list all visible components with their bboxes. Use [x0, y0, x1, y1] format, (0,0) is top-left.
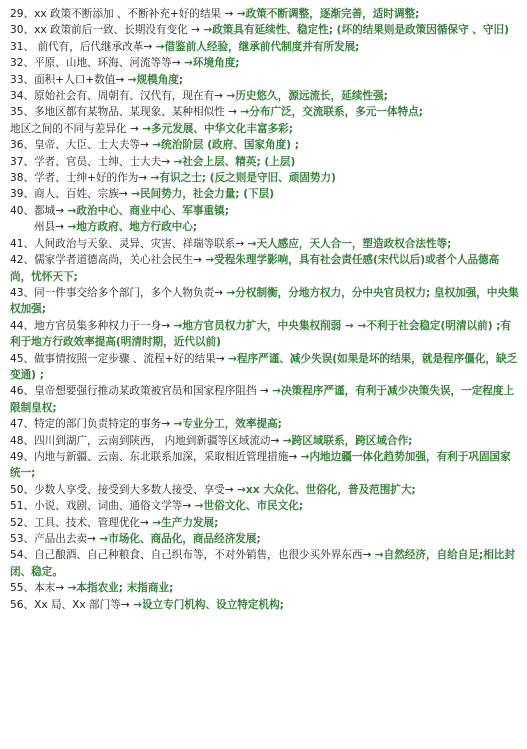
note-line: [10, 72, 519, 88]
note-line: [10, 482, 519, 498]
note-premise: 30、xx 政策前后一致、长期没有变化 →: [10, 24, 204, 37]
note-conclusion: →分布广泛，交流联系，多元一体特点;: [240, 106, 423, 119]
note-line: [10, 186, 519, 202]
note-line: [10, 137, 519, 153]
note-premise: 46、皇帝想要强行推动某政策被官员和国家程序阻挡 →: [10, 385, 273, 398]
note-conclusion: →专业分工，效率提高;: [173, 418, 282, 431]
note-conclusion: →程序严谨、减少失误(如果是坏的结果，就是程序僵化，缺乏变通) ;: [10, 352, 518, 381]
note-conclusion: →地方官员权力扩大，中央集权削弱 → →不利于社会稳定(明清以前) ;有利于地方行政效率提高(明清时期，近代以前): [10, 319, 512, 349]
note-conclusion: →设立专门机构、设立特定机构;: [133, 598, 284, 611]
note-conclusion: →政治中心、商业中心、军事重镇;: [67, 204, 229, 217]
note-premise: 44、地方官员集多种权力于一身→: [10, 319, 174, 332]
note-line: [10, 154, 519, 170]
note-line: [10, 285, 519, 318]
note-line: [10, 39, 519, 55]
note-line: [10, 203, 519, 219]
note-conclusion: →自然经济，自给自足;相比封闭、稳定。: [10, 549, 515, 578]
note-premise: 47、特定的部门负责特定的事务→: [10, 418, 174, 431]
note-premise: 州县→: [34, 221, 68, 234]
note-line: [10, 170, 519, 186]
note-conclusion: →民间势力，社会力量; (下层): [131, 188, 275, 201]
note-line: [10, 515, 519, 531]
note-conclusion: →受程朱理学影响，具有社会责任感(宋代以后)或者个人品德高尚，忧怀天下;: [10, 254, 500, 283]
note-conclusion: →政策不断调整，逐渐完善，适时调整;: [236, 8, 420, 20]
note-conclusion: →统治阶层 (政府、国家角度) ;: [152, 139, 299, 152]
note-conclusion: →规模角度;: [127, 73, 184, 86]
note-line: [10, 531, 519, 547]
note-conclusion: →政策具有延续性、稳定性; (坏的结果则是政策因循保守 、守旧): [203, 24, 509, 37]
note-premise: 31、 前代有，后代继承改革→: [10, 40, 156, 53]
note-conclusion: →市场化、商品化，商品经济发展;: [99, 533, 261, 545]
note-line: [10, 104, 519, 120]
note-conclusion: →地方政府、地方行政中心;: [67, 221, 198, 234]
note-premise: 53、产品出去卖→: [10, 533, 100, 545]
note-premise: 32、平原、山地、环海、河流等等→: [10, 57, 185, 70]
note-premise: 42、儒家学者道德高尚，关心社会民生→: [10, 254, 206, 267]
note-line: [10, 449, 519, 482]
note-premise: 36、皇帝、大臣、士大夫等→: [10, 139, 153, 152]
note-line: [10, 88, 519, 104]
note-conclusion: →决策程序严谨，有利于减少决策失误，一定程度上限制皇权;: [10, 385, 515, 414]
note-line: [10, 383, 519, 416]
note-conclusion: →借鉴前人经验，继承前代制度并有所发展;: [155, 40, 360, 53]
note-conclusion: →有识之士; (反之则是守旧、顽固势力): [150, 172, 336, 185]
note-premise: 50、少数人享受、接受到大多数人接受、享受→: [10, 483, 238, 496]
note-conclusion: →多元发展、中华文化丰富多彩;: [142, 122, 293, 135]
note-premise: 55、本末→: [10, 582, 68, 595]
note-premise: 49、内地与新疆、云南、东北联系加深，采取相近管理措施→: [10, 450, 301, 463]
note-line: [10, 498, 519, 514]
note-premise: 54、自己酿酒、自己种粮食、自己织布等，不对外销售，也很少买外界东西→: [10, 549, 375, 562]
note-premise: 35、多地区都有某物品、某现象、某种相似性 →: [10, 106, 241, 119]
note-line: [10, 547, 519, 580]
note-premise: 52、工具、技术、管理优化→: [10, 516, 153, 529]
note-premise: 39、商人、百姓、宗族→: [10, 188, 132, 201]
note-conclusion: →环境角度;: [184, 57, 240, 70]
note-premise: 43、同一件事交给多个部门，多个人物负责→: [10, 286, 227, 299]
note-conclusion: →本指农业; 末指商业;: [67, 582, 174, 595]
note-conclusion: →世俗文化、市民文化;: [194, 500, 304, 513]
note-conclusion: →历史悠久，源远流长，延续性强;: [226, 90, 388, 103]
note-premise: 33、面积+人口+数值→: [10, 73, 128, 86]
note-line: [10, 351, 519, 384]
note-conclusion: →社会上层、精英; (上层): [173, 155, 296, 168]
note-premise: 38、学者、士绅+好的作为→: [10, 172, 151, 185]
note-premise: 地区之间的不同与差异化 →: [10, 122, 143, 135]
note-line: [10, 236, 519, 252]
note-premise: 48、四川到湖广，云南到陕西， 内地到新疆等区域流动→: [10, 434, 283, 447]
note-line: [10, 55, 519, 71]
note-line: [10, 6, 519, 22]
note-line: [10, 416, 519, 432]
note-line: [10, 219, 519, 235]
note-premise: 34、原始社会有、周朝有、汉代有，现在有→: [10, 90, 227, 103]
note-line: [10, 22, 519, 38]
note-line: [10, 597, 519, 613]
note-line: [10, 580, 519, 596]
note-conclusion: →跨区域联系，跨区域合作;: [282, 434, 413, 447]
note-line: [10, 318, 519, 351]
note-premise: 41、人间政治与天象、灵异、灾害、祥瑞等联系→: [10, 237, 248, 250]
note-premise: 29、xx 政策不断添加 、不断补充+好的结果 →: [10, 8, 237, 20]
note-conclusion: →天人感应，天人合一，塑造政权合法性等;: [247, 237, 452, 250]
note-premise: 37、学者、官员、士绅、士大夫→: [10, 155, 174, 168]
note-line: [10, 433, 519, 449]
note-conclusion: →内地边疆一体化趋势加强，有利于巩固国家统一;: [10, 450, 511, 480]
note-conclusion: →生产力发展;: [152, 516, 219, 529]
note-premise: 45、做事情按照一定步骤 、流程+好的结果→: [10, 352, 229, 365]
note-line: [10, 252, 519, 285]
note-premise: 51、小说、戏剧、词曲、通俗文学等→: [10, 500, 195, 513]
note-line: [10, 121, 519, 137]
note-premise: 40、都城→: [10, 204, 68, 217]
note-conclusion: →分权制衡，分地方权力，分中央官员权力; 皇权加强，中央集权加强;: [10, 286, 519, 316]
note-conclusion: →xx 大众化、世俗化，普及范围扩大;: [237, 483, 416, 496]
note-premise: 56、Xx 局、Xx 部门等→: [10, 598, 134, 611]
